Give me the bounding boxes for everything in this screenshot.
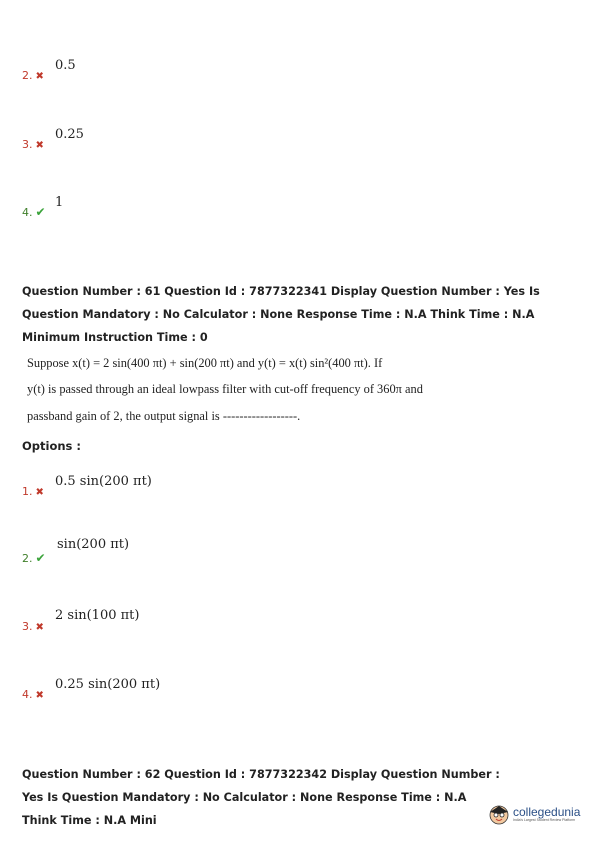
option-number	[22, 485, 44, 498]
wrong-mark-icon: ✖	[35, 487, 44, 498]
wrong-mark-icon: ✖	[35, 622, 44, 633]
option-value: sin(200 πt)	[57, 537, 130, 552]
option-number-label: 2.	[22, 69, 33, 82]
option-value: 0.25	[55, 127, 84, 142]
option-number-label: 4.	[22, 688, 33, 701]
logo-tagline: India's Largest Student Review Platform	[513, 817, 576, 822]
question-header: Question Number : 62 Question Id : 7877322342 Display Question Number : Yes Is Question Mandatory : No Calculator : None Response Time : N.A Think Time : N.A Mini	[22, 768, 500, 827]
wrong-mark-icon: ✖	[35, 140, 44, 151]
options-label: Options :	[22, 439, 81, 453]
option-number-label: 1.	[22, 485, 33, 498]
option-number-label: 2.	[22, 552, 33, 565]
check-mark-icon: ✔	[35, 205, 46, 219]
option-number	[22, 620, 44, 633]
question-header: Question Number : 61 Question Id : 7877322341 Display Question Number : Yes Is Question Mandatory : No Calculator : None Response Time : N.A Think Time : N.A Minimum Instruction Time : 0	[22, 285, 540, 344]
option-number	[22, 551, 46, 565]
logo-name: collegedunia	[513, 804, 581, 819]
option-number-label: 4.	[22, 206, 33, 219]
logo-text-group	[513, 806, 580, 823]
option-number-label: 3.	[22, 138, 33, 151]
option-number-label: 3.	[22, 620, 33, 633]
mascot-icon	[488, 803, 510, 825]
check-mark-icon: ✔	[35, 551, 46, 565]
option-number	[22, 138, 44, 151]
option-number	[22, 205, 46, 219]
option-value: 0.25 sin(200 πt)	[55, 677, 161, 692]
option-value: 0.5 sin(200 πt)	[55, 474, 152, 489]
option-value: 0.5	[55, 58, 76, 73]
question-text-line-3: passband gain of 2, the output signal is ------------------.	[27, 409, 301, 423]
option-number	[22, 69, 44, 82]
question-text-line-1: Suppose x(t) = 2 sin(400 πt) + sin(200 πt) and y(t) = x(t) sin²(400 πt). If	[27, 356, 383, 370]
option-number	[22, 688, 44, 701]
wrong-mark-icon: ✖	[35, 690, 44, 701]
option-value: 2 sin(100 πt)	[55, 608, 140, 623]
question-text-line-2: y(t) is passed through an ideal lowpass filter with cut-off frequency of 360π and	[27, 382, 423, 396]
wrong-mark-icon: ✖	[35, 71, 44, 82]
collegedunia-logo	[488, 803, 580, 825]
option-value: 1	[55, 195, 64, 210]
